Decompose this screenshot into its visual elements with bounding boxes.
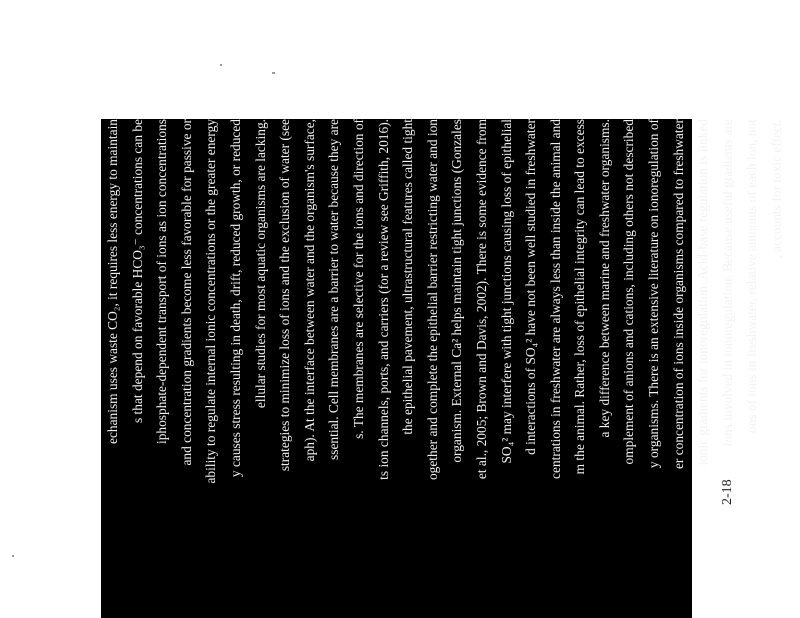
text-line: ions involved in ionoregulation. Because useful gradients are <box>719 119 735 447</box>
scan-speck <box>220 64 222 66</box>
text-line: ionic gradients for ionoregulation. Acid-base regulation is linked <box>695 119 711 466</box>
text-line: ogether and complete the epithelial barrier restricting water and ion <box>424 119 440 481</box>
text-line: s that depend on favorable HCO₃⁻ concentrations can be <box>129 119 145 423</box>
text-line: et al., 2005; Brown and Davis, 2002). There is some evidence from <box>473 119 489 480</box>
text-line: the epithelial pavement, ultrastructural features called tight <box>400 119 416 435</box>
text-lines <box>101 119 790 618</box>
text-line: ssential. Cell membranes are a barrier to water because they are <box>326 119 342 460</box>
text-line: echanism uses waste CO₂, it requires less energy to maintain <box>105 119 120 444</box>
text-line: m the animal. Rather, loss of epithelial integrity can lead to excess <box>572 119 588 475</box>
text-line: strategies to minimize loss of ions and the exclusion of water (see <box>277 119 293 472</box>
text-line: iphosphate-dependent transport of ions as ion concentrations <box>154 119 170 445</box>
text-line: aph). At the interface between water and the organism's surface, <box>301 119 317 462</box>
text-line: s. The membranes are selective for the ions and direction of <box>350 119 366 439</box>
text-line: SO₄² may interfere with tight junctions causing loss of epithelial <box>498 119 514 464</box>
text-line: centrations in freshwater are always less than inside the animal and <box>547 119 563 479</box>
text-line: , accounts for toxic effect. <box>769 119 785 259</box>
text-line: y causes stress resulting in death, drift, reduced growth, or reduced <box>227 119 243 478</box>
text-line: a key difference between marine and freshwater organisms. <box>596 119 612 438</box>
text-line: y organisms. There is an extensive literature on ionoregulation of <box>646 119 662 469</box>
text-line: ellular studies for most aquatic organisms are lacking. <box>252 119 268 409</box>
text-line: er concentration of ions inside organisms compared to freshwater <box>670 119 686 470</box>
text-line: and concentration gradients become less favorable for passive or <box>178 119 194 466</box>
text-line: ability to regulate internal ionic concentrations or the greater energy <box>203 119 219 484</box>
scan-speck <box>12 555 14 557</box>
page-number: 2-18 <box>720 479 735 505</box>
text-line: organism. External Ca² helps maintain tight junctions (Gonzales <box>449 119 465 463</box>
text-line: d interactions of SO₄² have not been well studied in freshwater <box>523 119 539 455</box>
scan-speck <box>272 72 275 74</box>
text-line: omplement of anions and cations, including others not described <box>621 119 637 465</box>
text-line: ts ion channels, ports, and carriers (for a review see Griffith, 2016). <box>375 119 391 480</box>
text-line: ons of ions in freshwater, relative amounts of each ion, not <box>744 119 760 434</box>
